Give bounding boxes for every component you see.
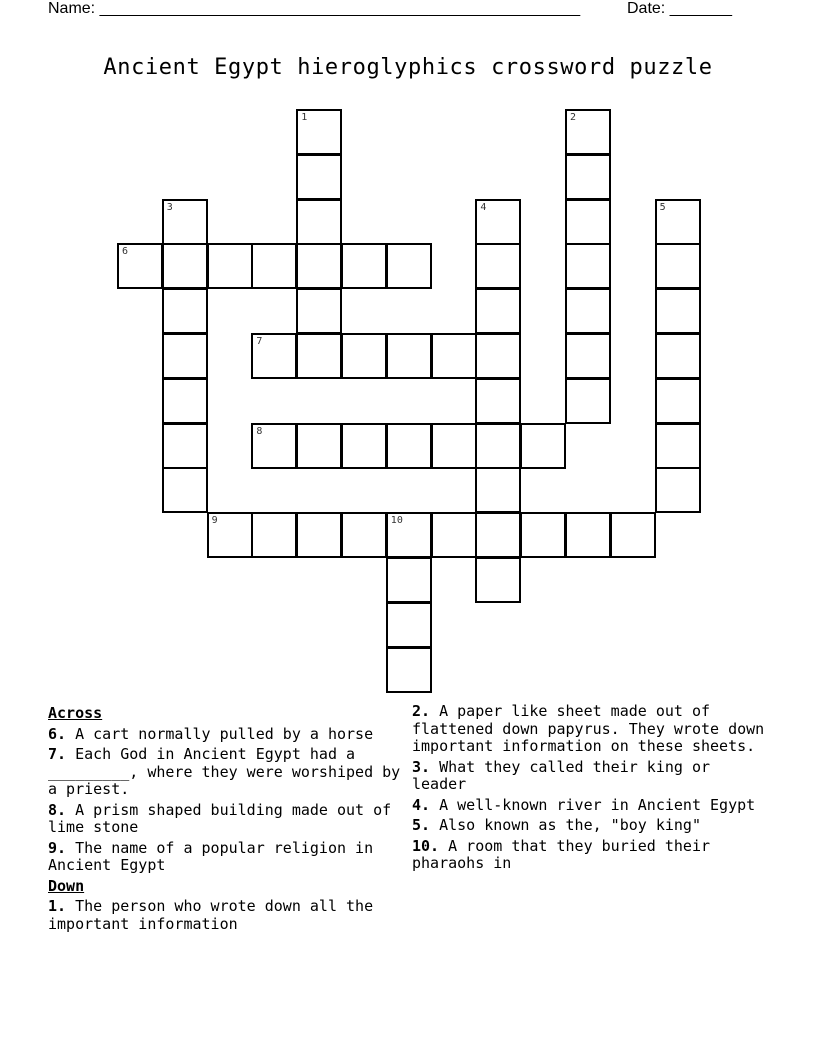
grid-cell[interactable] [162,378,208,424]
clue-down-3 [412,759,772,794]
grid-cell[interactable] [341,512,387,558]
clue-number: 4. [412,795,431,814]
grid-cell[interactable] [655,199,701,245]
clue-down-4 [412,797,772,815]
grid-cell[interactable] [296,109,342,155]
grid-cell[interactable] [207,512,253,558]
grid-cell[interactable] [475,378,521,424]
grid-cell[interactable] [520,512,566,558]
clue-down-2 [412,703,772,756]
grid-cell[interactable] [251,333,297,379]
grid-cell[interactable] [386,602,432,648]
clues-column-left [48,703,403,936]
down-heading: Down [48,876,85,895]
grid-cell[interactable] [386,333,432,379]
cell-number: 3 [166,201,173,213]
grid-cell[interactable] [162,243,208,289]
clues-column-right [412,703,772,876]
grid-cell[interactable] [520,423,566,469]
name-field[interactable]: Name: ______________________________________________________ [48,0,581,17]
clue-number: 9. [48,838,67,857]
grid-cell[interactable] [565,109,611,155]
clue-number: 6. [48,724,67,743]
clue-number: 1. [48,897,67,915]
date-field[interactable]: Date: _______ [627,0,732,17]
grid-cell[interactable] [565,333,611,379]
grid-cell[interactable] [162,333,208,379]
grid-cell[interactable] [431,512,477,558]
clue-text: Also known as the, "boy king" [439,816,701,834]
clue-text: A well-known river in Ancient Egypt [439,795,756,814]
clue-text: Each God in Ancient Egypt had a _________, where they were worshiped by a priest. [48,745,401,798]
clue-number: 8. [48,800,67,819]
grid-cell[interactable] [475,288,521,334]
grid-cell[interactable] [475,557,521,603]
clue-down-5 [412,817,772,835]
cell-number: 1 [301,112,308,123]
grid-cell[interactable] [117,243,163,289]
clue-text: The name of a popular religion in Ancient Egypt [48,838,374,874]
across-heading: Across [48,704,103,722]
clue-down-1 [48,898,403,933]
grid-cell[interactable] [610,512,656,558]
grid-cell[interactable] [655,378,701,424]
grid-cell[interactable] [655,288,701,334]
grid-cell[interactable] [341,333,387,379]
grid-cell[interactable] [655,333,701,379]
grid-cell[interactable] [251,243,297,289]
clue-across-8 [48,802,403,837]
grid-cell[interactable] [162,199,208,245]
grid-cell[interactable] [565,288,611,334]
grid-cell[interactable] [565,378,611,424]
cell-number: 6 [122,246,129,258]
puzzle-title: Ancient Egypt hieroglyphics crossword puzzle [103,55,713,80]
grid-cell[interactable] [565,154,611,200]
clue-across-6 [48,726,403,744]
clue-down-10 [412,838,772,873]
clue-text: A prism shaped building made out of lime stone [48,800,392,836]
clue-across-7 [48,746,403,799]
grid-cell[interactable] [475,243,521,289]
grid-cell[interactable] [431,423,477,469]
grid-cell[interactable] [386,423,432,469]
grid-cell[interactable] [162,288,208,334]
cell-number: 9 [211,515,218,527]
grid-cell[interactable] [296,199,342,245]
grid-cell[interactable] [565,199,611,245]
grid-cell[interactable] [341,423,387,469]
grid-cell[interactable] [296,512,342,558]
grid-cell[interactable] [565,512,611,558]
grid-cell[interactable] [296,288,342,334]
cell-number: 2 [570,112,577,123]
clue-across-9 [48,840,403,875]
grid-cell[interactable] [296,154,342,200]
grid-cell[interactable] [386,243,432,289]
grid-cell[interactable] [386,512,432,558]
grid-cell[interactable] [207,243,253,289]
clue-text: A room that they buried their pharaohs in [412,836,711,872]
clue-text: A cart normally pulled by a horse [75,724,374,743]
clue-number: 10. [412,836,440,855]
grid-cell[interactable] [296,333,342,379]
clue-number: 7. [48,745,67,763]
grid-cell[interactable] [655,243,701,289]
grid-cell[interactable] [565,243,611,289]
clue-number: 5. [412,816,431,834]
grid-cell[interactable] [655,423,701,469]
clue-number: 3. [412,757,431,776]
grid-cell[interactable] [475,199,521,245]
grid-cell[interactable] [475,467,521,513]
clue-text: A paper like sheet made out of flattened down papyrus. They wrote down important information on these sheets. [412,702,765,755]
cell-number: 5 [659,201,666,213]
grid-cell[interactable] [296,423,342,469]
clue-number: 2. [412,702,431,720]
grid-cell[interactable] [251,512,297,558]
grid-cell[interactable] [251,423,297,469]
grid-cell[interactable] [431,333,477,379]
grid-cell[interactable] [162,467,208,513]
grid-cell[interactable] [475,333,521,379]
clue-text: What they called their king or leader [412,757,711,793]
grid-cell[interactable] [655,467,701,513]
grid-cell[interactable] [386,647,432,693]
grid-cell[interactable] [475,423,521,469]
cell-number: 7 [256,336,263,347]
grid-cell[interactable] [341,243,387,289]
cell-number: 4 [480,201,487,213]
grid-cell[interactable] [162,423,208,469]
grid-cell[interactable] [386,557,432,603]
cell-number: 8 [256,425,263,437]
grid-cell[interactable] [475,512,521,558]
grid-cell[interactable] [296,243,342,289]
clue-text: The person who wrote down all the important information [48,897,374,933]
cell-number: 10 [390,515,403,527]
